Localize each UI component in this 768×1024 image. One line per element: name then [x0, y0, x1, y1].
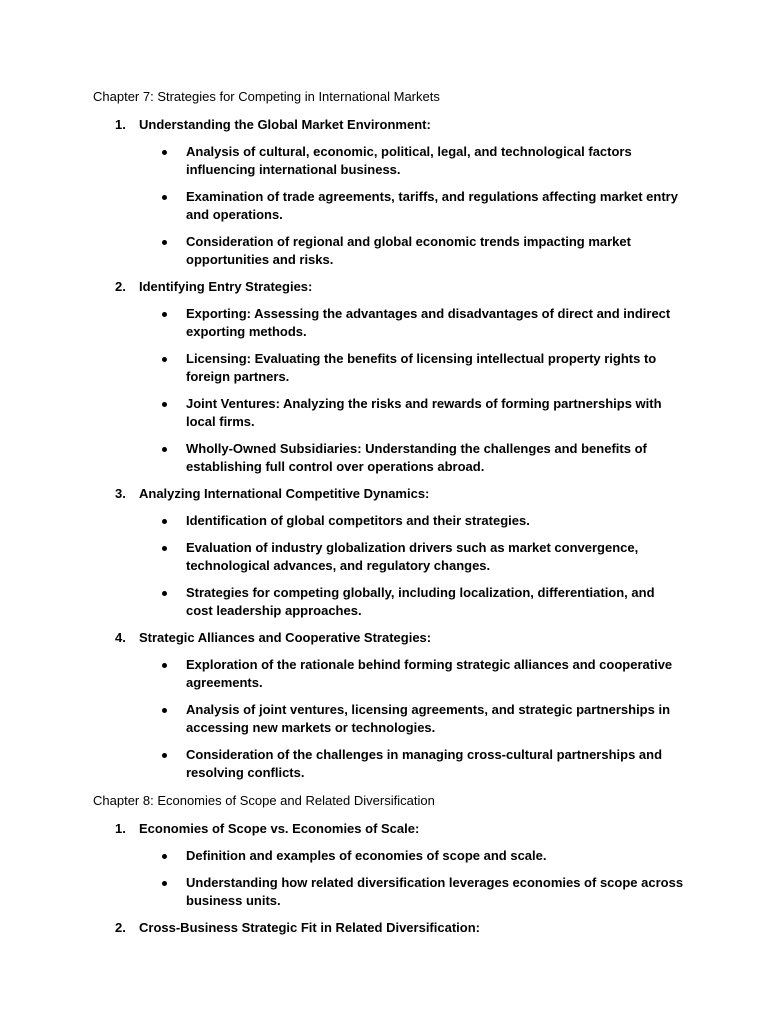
bullet-icon [162, 357, 167, 362]
bullet-item: Wholly-Owned Subsidiaries: Understanding the challenges and benefits of establishing full control over operations abroad. [186, 441, 647, 474]
bullet-icon [162, 881, 167, 886]
bullet-item: Strategies for competing globally, including localization, differentiation, and cost leadership approaches. [186, 585, 655, 618]
bullet-icon [162, 591, 167, 596]
section-number: 1. [115, 117, 126, 132]
section-number: 2. [115, 279, 126, 294]
bullet-item: Analysis of joint ventures, licensing agreements, and strategic partnerships in accessing new markets or technologies. [186, 702, 671, 735]
section-title: Economies of Scope vs. Economies of Scale: [139, 821, 420, 836]
bullet-icon [162, 402, 167, 407]
bullet-item: Exporting: Assessing the advantages and disadvantages of direct and indirect exporting methods. [186, 306, 671, 339]
bullet-item: Consideration of the challenges in managing cross-cultural partnerships and resolving conflicts. [186, 747, 663, 780]
section-title: Strategic Alliances and Cooperative Strategies: [139, 630, 432, 645]
section-title: Understanding the Global Market Environment: [139, 117, 431, 132]
bullet-item: Joint Ventures: Analyzing the risks and rewards of forming partnerships with local firms. [186, 396, 662, 429]
bullet-icon [162, 519, 167, 524]
section-number: 3. [115, 486, 126, 501]
bullet-icon [162, 708, 167, 713]
bullet-item: Consideration of regional and global economic trends impacting market opportunities and risks. [186, 234, 631, 267]
chapter-heading: Chapter 8: Economies of Scope and Related Diversification [93, 793, 435, 808]
bullet-icon [162, 663, 167, 668]
bullet-item: Evaluation of industry globalization drivers such as market convergence, technological advances, and regulatory changes. [186, 540, 639, 573]
bullet-icon [162, 195, 167, 200]
bullet-icon [162, 546, 167, 551]
bullet-item: Identification of global competitors and their strategies. [186, 513, 530, 528]
section-title: Cross-Business Strategic Fit in Related Diversification: [139, 920, 480, 935]
section-number: 4. [115, 630, 126, 645]
bullet-item: Exploration of the rationale behind forming strategic alliances and cooperative agreements. [186, 657, 673, 690]
bullet-icon [162, 753, 167, 758]
chapter-heading: Chapter 7: Strategies for Competing in International Markets [93, 89, 440, 104]
bullet-icon [162, 150, 167, 155]
section-title: Identifying Entry Strategies: [139, 279, 313, 294]
section-title: Analyzing International Competitive Dynamics: [139, 486, 430, 501]
bullet-item: Examination of trade agreements, tariffs, and regulations affecting market entry and operations. [186, 189, 678, 222]
bullet-item: Definition and examples of economies of scope and scale. [186, 848, 547, 863]
bullet-icon [162, 312, 167, 317]
section-number: 2. [115, 920, 126, 935]
bullet-icon [162, 854, 167, 859]
bullet-icon [162, 240, 167, 245]
bullet-item: Understanding how related diversification leverages economies of scope across business units. [186, 875, 684, 908]
bullet-item: Analysis of cultural, economic, political, legal, and technological factors influencing international business. [186, 144, 632, 177]
bullet-icon [162, 447, 167, 452]
bullet-item: Licensing: Evaluating the benefits of licensing intellectual property rights to foreign partners. [186, 351, 657, 384]
section-number: 1. [115, 821, 126, 836]
